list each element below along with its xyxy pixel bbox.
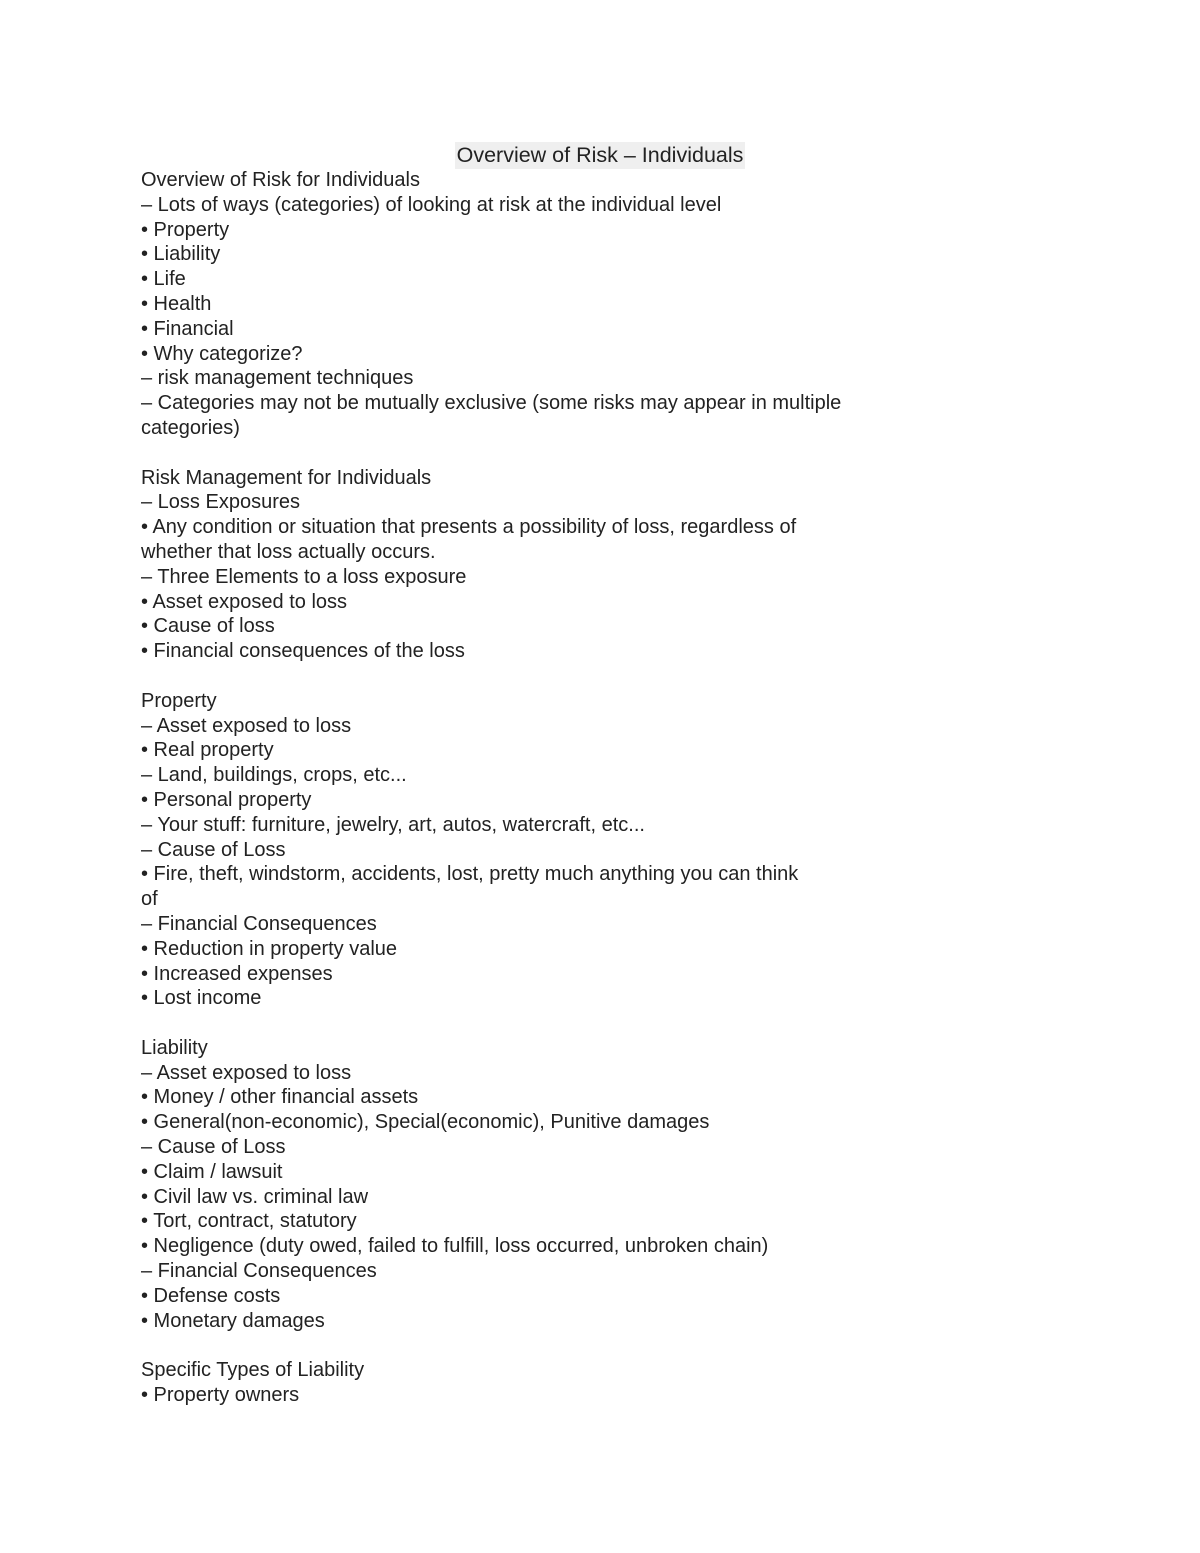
text-line: • Negligence (duty owed, failed to fulfill, loss occurred, unbroken chain) [141,1235,769,1258]
text-line: • Claim / lawsuit [141,1160,283,1183]
blank-line [141,441,921,466]
text-line: • Defense costs [141,1284,281,1307]
text-line: – Categories may not be mutually exclusive (some risks may appear in multiple [141,392,842,415]
text-line: • Financial [141,317,234,340]
text-line: – Cause of Loss [141,1136,286,1159]
text-line: – Asset exposed to loss [141,714,352,737]
text-line: Property [141,689,217,712]
text-line: – Land, buildings, crops, etc... [141,764,407,787]
text-line: – Loss Exposures [141,491,300,514]
text-line: – Your stuff: furniture, jewelry, art, autos, watercraft, etc... [141,813,645,836]
text-line: Risk Management for Individuals [141,466,432,489]
text-line: • Asset exposed to loss [141,590,348,613]
text-line: • Financial consequences of the loss [141,640,465,663]
text-line: – risk management techniques [141,367,414,390]
text-line: • Property owners [141,1384,300,1407]
text-line: • Property [141,218,230,241]
text-line: • Health [141,292,212,315]
text-line: Liability [141,1036,208,1059]
title-row [0,142,1200,169]
text-line: • Personal property [141,788,312,811]
text-line: Overview of Risk for Individuals [141,169,420,191]
blank-line [141,664,921,689]
text-line: • Money / other financial assets [141,1086,419,1109]
text-line: • General(non-economic), Special(economic), Punitive damages [141,1111,710,1134]
text-line: • Lost income [141,987,262,1010]
document-body [141,168,921,1408]
text-line: • Life [141,268,186,291]
text-line: • Reduction in property value [141,937,398,960]
text-line: – Three Elements to a loss exposure [141,565,467,588]
text-line: – Financial Consequences [141,912,377,935]
text-line: • Monetary damages [141,1309,325,1332]
text-line: – Financial Consequences [141,1260,377,1283]
text-line: of [141,888,158,911]
text-line: Specific Types of Liability [141,1359,365,1382]
document-title: Overview of Risk – Individuals [456,143,744,167]
text-line: • Why categorize? [141,342,303,365]
text-line: categories) [141,416,240,439]
text-line: whether that loss actually occurs. [141,540,436,563]
text-line: • Liability [141,243,221,266]
text-line: • Real property [141,739,274,762]
text-line: • Cause of loss [141,615,275,638]
blank-line [141,1011,921,1036]
text-line: • Tort, contract, statutory [141,1210,357,1233]
blank-line [141,1333,921,1358]
text-line: • Any condition or situation that presents a possibility of loss, regardless of [141,516,797,539]
text-line: – Cause of Loss [141,838,286,861]
text-line: • Fire, theft, windstorm, accidents, lost, pretty much anything you can think [141,863,799,886]
text-line: • Civil law vs. criminal law [141,1185,369,1208]
text-line: • Increased expenses [141,962,333,985]
text-line: – Asset exposed to loss [141,1061,352,1084]
text-line: – Lots of ways (categories) of looking at risk at the individual level [141,193,722,216]
